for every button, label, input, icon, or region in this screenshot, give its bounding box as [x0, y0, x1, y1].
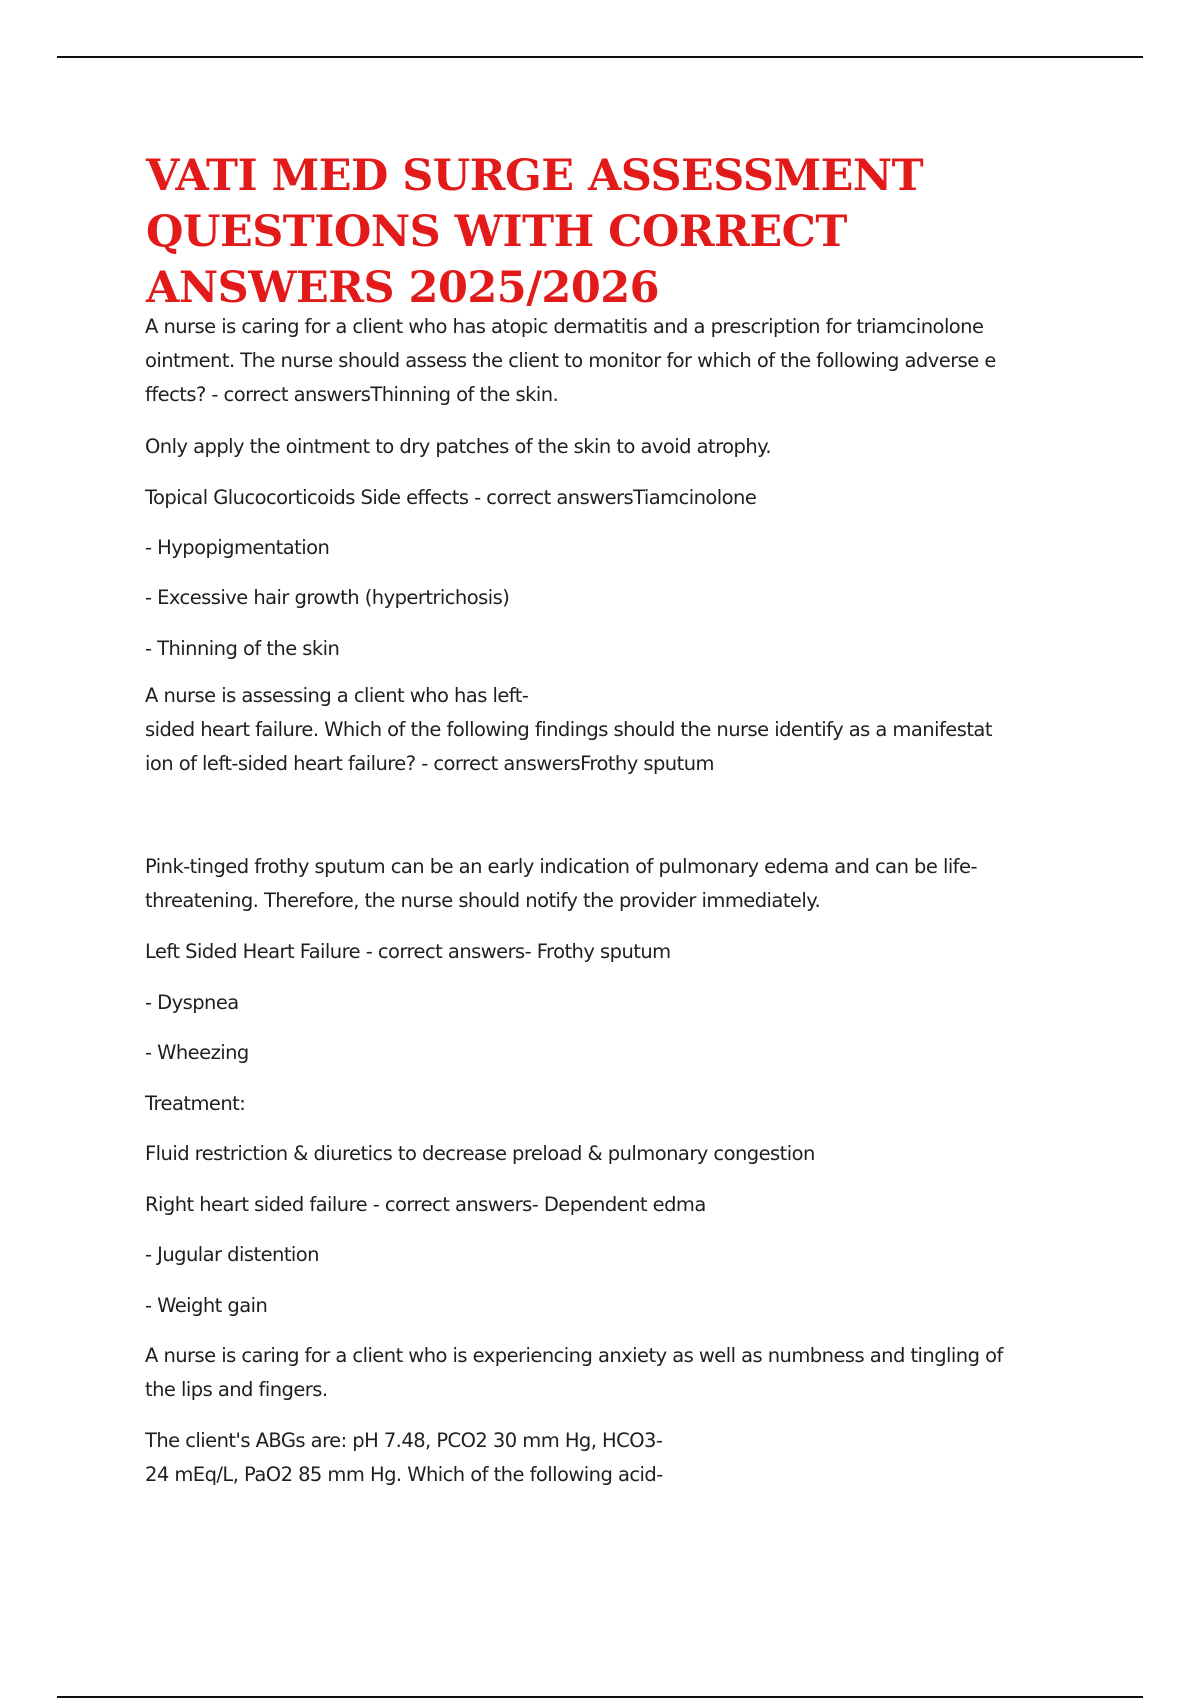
list-item: - Hypopigmentation: [145, 536, 330, 559]
topical-glucocorticoids-heading: Topical Glucocorticoids Side effects - correct answersTiamcinolone: [145, 486, 757, 509]
question-left-heart-failure: A nurse is assessing a client who has left- sided heart failure. Which of the following findings should the nurse identify as a manifestat ion of left-sided heart failure? - correct answersFrothy sputum: [145, 684, 992, 775]
question-abgs: The client's ABGs are: pH 7.48, PCO2 30 mm Hg, HCO3- 24 mEq/L, PaO2 85 mm Hg. Which of the following acid-: [145, 1429, 663, 1486]
rationale-pink-sputum: Pink-tinged frothy sputum can be an early indication of pulmonary edema and can be life- threatening. Therefore, the nurse should notify the provider immediately.: [145, 855, 977, 912]
right-heart-failure-heading: Right heart sided failure - correct answers- Dependent edma: [145, 1193, 706, 1216]
list-item: - Wheezing: [145, 1041, 249, 1064]
question-anxiety-numbness: A nurse is caring for a client who is experiencing anxiety as well as numbness and tingling of the lips and fingers.: [145, 1344, 1003, 1401]
bottom-divider: [57, 1696, 1143, 1698]
title-line: VATI MED SURGE ASSESSMENT: [146, 151, 924, 201]
top-divider: [57, 56, 1143, 58]
list-item: - Weight gain: [145, 1294, 268, 1317]
title-line: ANSWERS 2025/2026: [146, 263, 660, 313]
rationale-atrophy: Only apply the ointment to dry patches of the skin to avoid atrophy.: [145, 435, 772, 458]
list-item: - Jugular distention: [145, 1243, 319, 1266]
treatment-heading: Treatment:: [145, 1092, 246, 1115]
left-heart-failure-heading: Left Sided Heart Failure - correct answers- Frothy sputum: [145, 940, 671, 963]
question-triamcinolone: A nurse is caring for a client who has atopic dermatitis and a prescription for triamcinolone ointment. The nurse should assess the client to monitor for which of the following adverse e ffects? - correct answersThinning of the skin.: [145, 315, 996, 406]
list-item: - Thinning of the skin: [145, 637, 340, 660]
title-line: QUESTIONS WITH CORRECT: [146, 207, 847, 257]
list-item: - Dyspnea: [145, 991, 239, 1014]
treatment-text: Fluid restriction & diuretics to decrease preload & pulmonary congestion: [145, 1142, 815, 1165]
document-title: [146, 148, 1086, 316]
list-item: - Excessive hair growth (hypertrichosis): [145, 586, 510, 609]
